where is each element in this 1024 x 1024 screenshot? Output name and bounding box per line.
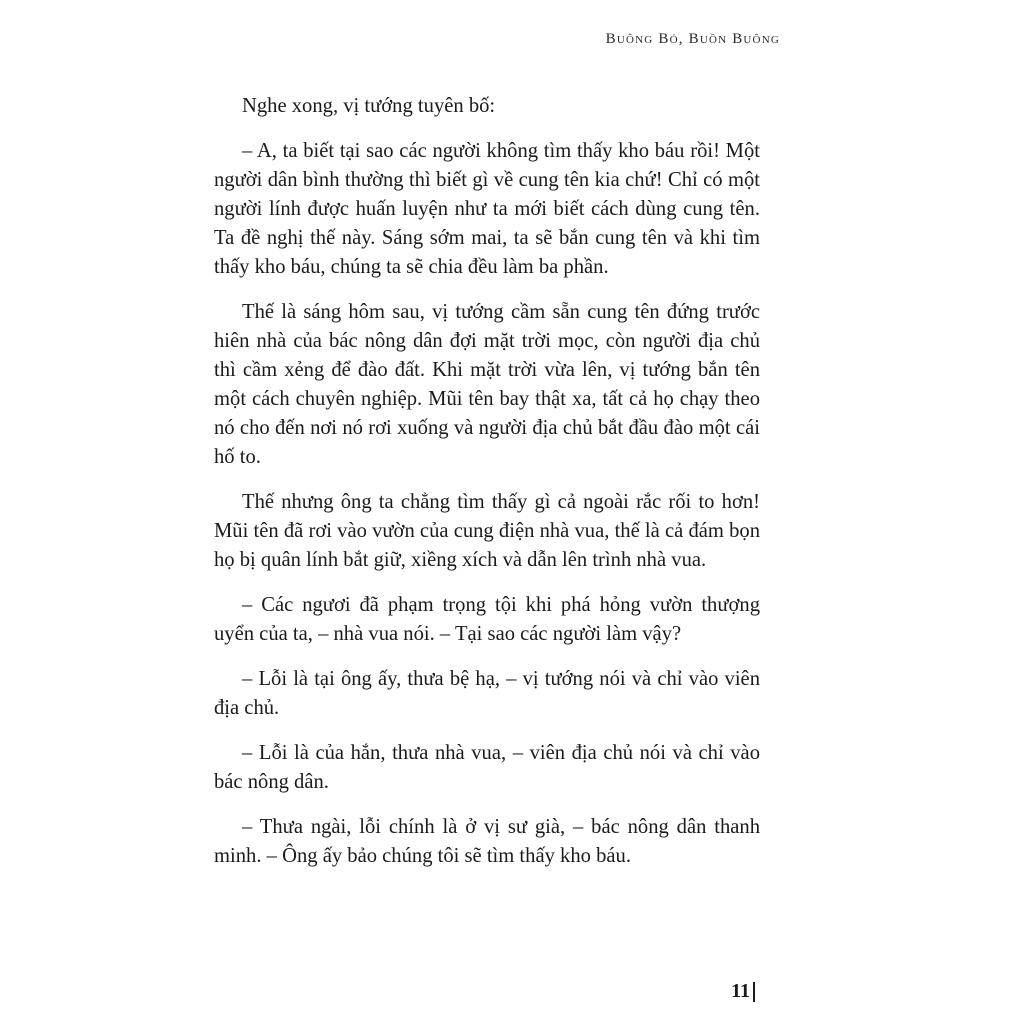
paragraph: – Lỗi là của hắn, thưa nhà vua, – viên địa chủ nói và chỉ vào bác nông dân. xyxy=(214,742,760,793)
running-header: Buông Bỏ, Buồn Buông xyxy=(605,31,780,47)
paragraph: Thế là sáng hôm sau, vị tướng cầm sẵn cung tên đứng trước hiên nhà của bác nông dân đợi mặt trời mọc, còn người địa chủ thì cầm xẻng để đào đất. Khi mặt trời vừa lên, vị tướng bắn tên một cách chuyên nghiệp. Mũi tên bay thật xa, tất cả họ chạy theo nó cho đến nơi nó rơi xuống và người địa chủ bắt đầu đào một cái hố to. xyxy=(214,301,760,468)
body-text xyxy=(214,92,760,887)
page-number: 11 xyxy=(731,980,750,1002)
paragraph: – Lỗi là tại ông ấy, thưa bệ hạ, – vị tướng nói và chỉ vào viên địa chủ. xyxy=(214,668,760,719)
page-number-rule xyxy=(753,982,755,1002)
paragraph: – A, ta biết tại sao các người không tìm thấy kho báu rồi! Một người dân bình thường thì biết gì về cung tên kia chứ! Chỉ có một người lính được huấn luyện như ta mới biết cách dùng cung tên. Ta đề nghị thế này. Sáng sớm mai, ta sẽ bắn cung tên và khi tìm thấy kho báu, chúng ta sẽ chia đều làm ba phần. xyxy=(214,140,760,278)
paragraph: Nghe xong, vị tướng tuyên bố: xyxy=(242,95,496,117)
paragraph: Thế nhưng ông ta chẳng tìm thấy gì cả ngoài rắc rối to hơn! Mũi tên đã rơi vào vườn của cung điện nhà vua, thế là cả đám bọn họ bị quân lính bắt giữ, xiềng xích và dẫn lên trình nhà vua. xyxy=(214,491,760,571)
paragraph: – Các ngươi đã phạm trọng tội khi phá hỏng vườn thượng uyển của ta, – nhà vua nói. – Tại sao các người làm vậy? xyxy=(214,594,760,645)
paragraph: – Thưa ngài, lỗi chính là ở vị sư già, – bác nông dân thanh minh. – Ông ấy bảo chúng tôi sẽ tìm thấy kho báu. xyxy=(214,816,760,867)
page-number-block xyxy=(731,980,755,1003)
